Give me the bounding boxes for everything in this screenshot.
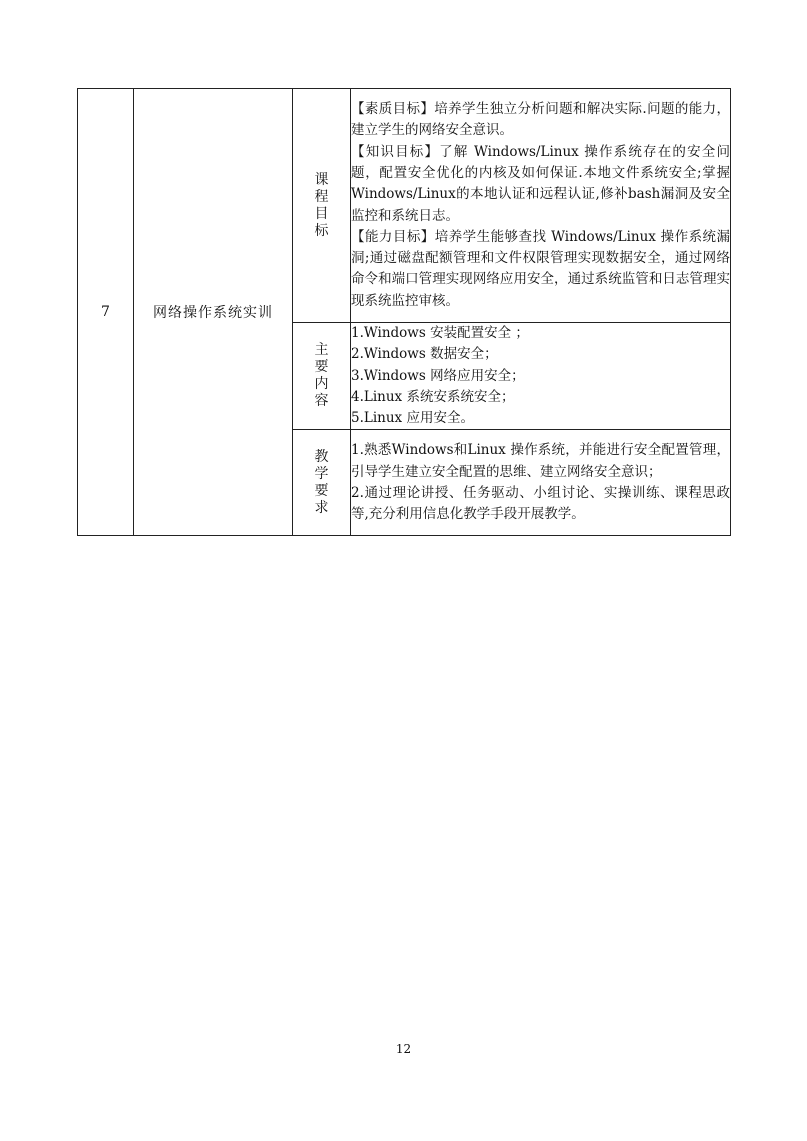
category-label: 教学要求 bbox=[314, 448, 329, 516]
category-objectives-cell bbox=[293, 89, 351, 323]
category-requirements-cell bbox=[293, 430, 351, 536]
category-label: 主要内容 bbox=[314, 342, 329, 410]
main-content bbox=[351, 323, 731, 430]
requirements-content bbox=[351, 430, 731, 536]
table-row-objectives bbox=[78, 89, 731, 323]
objective-ability: 【能力目标】培养学生能够查找 Windows/Linux 操作系统漏洞;通过磁盘配额管理和文件权限管理实现数据安全，通过网络命令和端口管理实现网络应用安全，通过系统监管和日志管理实现系统监控审核。 bbox=[351, 228, 730, 309]
requirement-item: 1.熟悉Windows和Linux 操作系统，并能进行安全配置管理，引导学生建立安全配置的思维、建立网络安全意识； bbox=[351, 442, 730, 480]
content-item: 5.Linux 应用安全。 bbox=[351, 410, 474, 427]
objectives-content bbox=[351, 89, 731, 323]
objective-quality: 【素质目标】培养学生独立分析问题和解决实际.问题的能力，建立学生的网络安全意识。 bbox=[351, 101, 730, 139]
page-number: 12 bbox=[395, 1042, 412, 1056]
category-content-cell bbox=[293, 323, 351, 430]
course-table bbox=[77, 88, 731, 536]
course-name: 网络操作系统实训 bbox=[134, 89, 293, 536]
content-item: 1.Windows 安装配置安全 ； bbox=[351, 325, 529, 341]
category-label: 课程目标 bbox=[314, 171, 329, 239]
course-number: 7 bbox=[78, 89, 134, 536]
content-item: 2.Windows 数据安全； bbox=[351, 346, 498, 363]
content-item: 3.Windows 网络应用安全； bbox=[351, 367, 525, 384]
content-item: 4.Linux 系统安系统安全； bbox=[351, 388, 515, 405]
objective-knowledge: 【知识目标】了解 Windows/Linux 操作系统存在的安全问题，配置安全优化的内核及如何保证.本地文件系统安全;掌握Windows/Linux的本地认证和远程认证,修补bash漏洞及安全监控和系统日志。 bbox=[351, 143, 730, 224]
requirement-item: 2.通过理论讲授、任务驱动、小组讨论、实操训练、课程思政等,充分利用信息化教学手段开展教学。 bbox=[351, 484, 730, 523]
